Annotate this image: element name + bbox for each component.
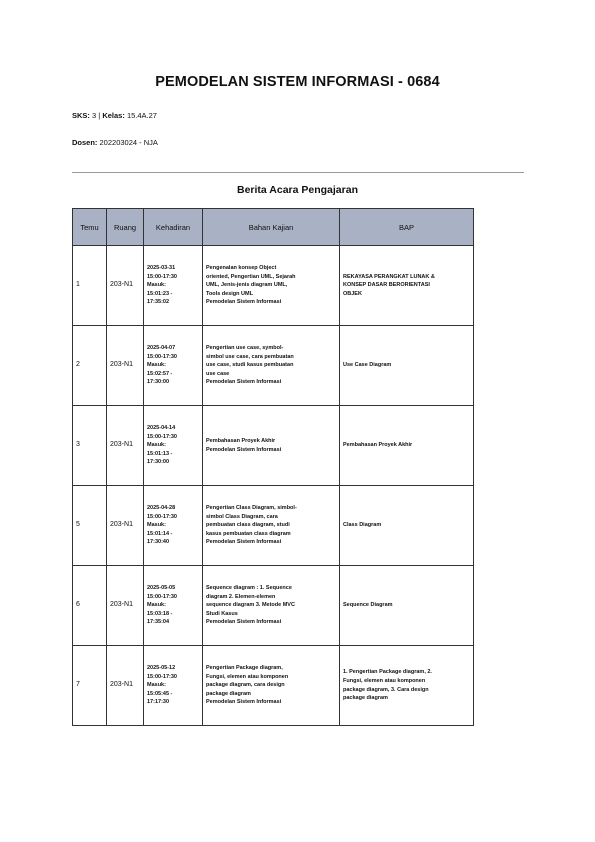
cell-temu: 2	[73, 326, 107, 406]
section-title: Berita Acara Pengajaran	[236, 184, 358, 196]
cell-bap	[340, 566, 474, 646]
cell-kehadiran	[144, 246, 203, 326]
cell-bap	[340, 486, 474, 566]
cell-bap	[340, 646, 474, 726]
bap-line: Class Diagram	[343, 522, 382, 529]
kelas-label: Kelas:	[102, 111, 125, 120]
bahan-kajian-line: oriented, Pengertian UML, Sejarah	[206, 273, 296, 280]
table-row	[73, 646, 474, 726]
kehadiran-line: 15:03:18 -	[147, 610, 173, 617]
kehadiran-line: 15:00-17:30	[147, 513, 177, 520]
kehadiran-line: Masuk:	[147, 682, 166, 689]
cell-ruang: 203-N1	[107, 246, 144, 326]
kehadiran-line: Masuk:	[147, 362, 166, 369]
cell-ruang: 203-N1	[107, 486, 144, 566]
cell-bahan-kajian	[203, 406, 340, 486]
kehadiran-line: Masuk:	[147, 522, 166, 529]
bap-table	[72, 208, 474, 726]
kehadiran-line: 17:30:00	[147, 459, 170, 466]
bap-line: Sequence Diagram	[343, 602, 393, 609]
cell-ruang: 203-N1	[107, 406, 144, 486]
bahan-kajian-line: Pemodelan Sistem Informasi	[206, 379, 282, 386]
bap-line: REKAYASA PERANGKAT LUNAK &	[343, 273, 435, 280]
cell-temu: 5	[73, 486, 107, 566]
kehadiran-line: 15:01:14 -	[147, 530, 173, 537]
bahan-kajian-line: kasus pembuatan class diagram	[206, 530, 291, 537]
kehadiran-line: 2025-03-31	[147, 265, 176, 272]
bahan-kajian-line: use case, studi kasus pembuatan	[206, 362, 294, 369]
kehadiran-line: Masuk:	[147, 602, 166, 609]
kehadiran-line: 15:00-17:30	[147, 593, 177, 600]
bahan-kajian-line: Pemodelan Sistem Informasi	[206, 539, 282, 546]
cell-temu: 7	[73, 646, 107, 726]
cell-bahan-kajian	[203, 566, 340, 646]
meta-separator: |	[98, 111, 101, 120]
cell-ruang: 203-N1	[107, 646, 144, 726]
kehadiran-line: 15:00-17:30	[147, 433, 177, 440]
bahan-kajian-line: Pengenalan konsep Object	[206, 265, 277, 272]
cell-temu: 1	[73, 246, 107, 326]
column-header-kehadiran: Kehadiran	[144, 209, 203, 246]
kehadiran-line: 15:00-17:30	[147, 353, 177, 360]
cell-ruang: 203-N1	[107, 326, 144, 406]
kehadiran-line: 2025-04-14	[147, 425, 176, 432]
bahan-kajian-line: diagram 2. Elemen-elemen	[206, 593, 276, 600]
divider	[72, 172, 524, 173]
cell-bahan-kajian	[203, 326, 340, 406]
cell-kehadiran	[144, 566, 203, 646]
kehadiran-line: 17:17:30	[147, 699, 170, 706]
kehadiran-line: Masuk:	[147, 282, 166, 289]
bahan-kajian-line: Pembahasan Proyek Akhir	[206, 437, 276, 444]
cell-bahan-kajian	[203, 246, 340, 326]
bahan-kajian-line: Pemodelan Sistem Informasi	[206, 446, 282, 453]
bahan-kajian-line: Pengertian use case, symbol-	[206, 345, 284, 352]
kehadiran-line: 15:00-17:30	[147, 273, 177, 280]
table-header-row	[73, 209, 474, 246]
bahan-kajian-line: simbol use case, cara pembuatan	[206, 353, 294, 360]
bahan-kajian-line: simbol Class Diagram, cara	[206, 513, 278, 520]
kelas-value: 15.4A.27	[126, 111, 157, 120]
kehadiran-line: 15:00-17:30	[147, 673, 177, 680]
kehadiran-line: 17:30:00	[147, 379, 170, 386]
kehadiran-line: 2025-04-28	[147, 505, 176, 512]
bahan-kajian-line: use case	[206, 370, 230, 377]
bahan-kajian-line: Sequence diagram : 1. Sequence	[206, 585, 292, 592]
table-row	[73, 486, 474, 566]
table-row	[73, 326, 474, 406]
kehadiran-line: 17:35:02	[147, 299, 170, 306]
lecturer-meta	[72, 138, 158, 147]
kehadiran-line: Masuk:	[147, 442, 166, 449]
kehadiran-line: 2025-04-07	[147, 345, 176, 352]
kehadiran-line: 15:05:45 -	[147, 690, 173, 697]
cell-kehadiran	[144, 406, 203, 486]
bahan-kajian-line: Fungsi, elemen atau komponen	[206, 673, 289, 680]
column-header-ruang: Ruang	[107, 209, 144, 246]
table-row	[73, 246, 474, 326]
kehadiran-line: 2025-05-05	[147, 585, 176, 592]
cell-temu: 3	[73, 406, 107, 486]
bahan-kajian-line: Pengertian Class Diagram, simbol-	[206, 505, 297, 512]
bap-line: package diagram	[343, 695, 388, 702]
cell-bap	[340, 246, 474, 326]
bahan-kajian-line: Pemodelan Sistem Informasi	[206, 699, 282, 706]
cell-bap	[340, 326, 474, 406]
dosen-label: Dosen:	[72, 138, 98, 147]
cell-kehadiran	[144, 486, 203, 566]
cell-bahan-kajian	[203, 646, 340, 726]
bap-line: Use Case Diagram	[343, 362, 392, 369]
bahan-kajian-line: sequence diagram 3. Metode MVC	[206, 602, 295, 609]
cell-bahan-kajian	[203, 486, 340, 566]
cell-ruang: 203-N1	[107, 566, 144, 646]
table-row	[73, 566, 474, 646]
column-header-temu: Temu	[73, 209, 107, 246]
course-meta	[72, 111, 157, 120]
bap-line: KONSEP DASAR BERORIENTASI	[343, 282, 430, 289]
bahan-kajian-line: Studi Kasus	[206, 610, 238, 617]
table-body	[73, 246, 474, 726]
column-header-bahan-kajian: Bahan Kajian	[203, 209, 340, 246]
bahan-kajian-line: package diagram, cara design	[206, 682, 285, 689]
bap-line: Fungsi, elemen atau komponen	[343, 677, 426, 684]
kehadiran-line: 17:35:04	[147, 619, 170, 626]
kehadiran-line: 2025-05-12	[147, 665, 176, 672]
bap-line: package diagram, 3. Cara design	[343, 686, 429, 693]
dosen-value: 202203024 - NJA	[99, 138, 158, 147]
kehadiran-line: 15:02:57 -	[147, 370, 173, 377]
sks-label: SKS:	[72, 111, 90, 120]
bahan-kajian-line: package diagram	[206, 690, 251, 697]
kehadiran-line: 17:30:40	[147, 539, 170, 546]
cell-bap	[340, 406, 474, 486]
bahan-kajian-line: Pemodelan Sistem Informasi	[206, 619, 282, 626]
bahan-kajian-line: Pengertian Package diagram,	[206, 665, 283, 672]
bahan-kajian-line: Tools design UML	[206, 290, 253, 297]
bahan-kajian-line: UML, Jenis-jenis diagram UML,	[206, 282, 288, 289]
kehadiran-line: 15:01:23 -	[147, 290, 173, 297]
cell-temu: 6	[73, 566, 107, 646]
bap-line: OBJEK	[343, 290, 362, 297]
sks-value: 3	[92, 111, 97, 120]
bap-line: 1. Pengertian Package diagram, 2.	[343, 669, 432, 676]
kehadiran-line: 15:01:13 -	[147, 450, 173, 457]
cell-kehadiran	[144, 326, 203, 406]
table-row	[73, 406, 474, 486]
column-header-bap: BAP	[340, 209, 474, 246]
bahan-kajian-line: Pemodelan Sistem Informasi	[206, 299, 282, 306]
bap-line: Pembahasan Proyek Akhir	[343, 442, 413, 449]
page-title: PEMODELAN SISTEM INFORMASI - 0684	[155, 74, 440, 90]
cell-kehadiran	[144, 646, 203, 726]
bahan-kajian-line: pembuatan class diagram, studi	[206, 522, 290, 529]
